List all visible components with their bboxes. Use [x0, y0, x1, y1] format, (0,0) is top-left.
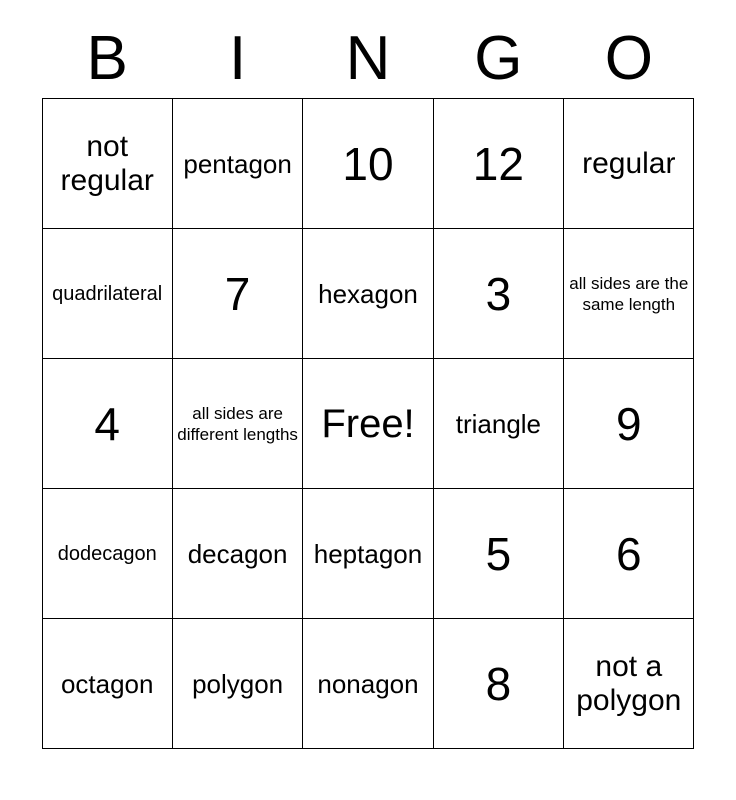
bingo-cell[interactable]: 10 [303, 99, 433, 229]
header-letter-n: N [345, 24, 391, 93]
bingo-grid [42, 98, 695, 749]
bingo-cell[interactable]: pentagon [172, 99, 302, 229]
bingo-row [42, 99, 694, 229]
bingo-cell[interactable]: 4 [42, 359, 172, 489]
bingo-cell[interactable]: all sides are the same length [564, 229, 694, 359]
bingo-header [42, 20, 694, 98]
bingo-cell[interactable]: not regular [42, 99, 172, 229]
bingo-cell[interactable]: triangle [433, 359, 563, 489]
bingo-cell[interactable]: decagon [172, 489, 302, 619]
bingo-cell[interactable]: 5 [433, 489, 563, 619]
bingo-cell-free[interactable]: Free! [303, 359, 433, 489]
header-letter-o: O [604, 24, 653, 93]
bingo-row [42, 359, 694, 489]
bingo-cell[interactable]: heptagon [303, 489, 433, 619]
bingo-cell[interactable]: 3 [433, 229, 563, 359]
bingo-cell[interactable]: hexagon [303, 229, 433, 359]
bingo-cell[interactable]: octagon [42, 619, 172, 749]
header-letter-b: B [86, 24, 128, 93]
bingo-cell[interactable]: polygon [172, 619, 302, 749]
bingo-cell[interactable]: regular [564, 99, 694, 229]
bingo-cell[interactable]: 8 [433, 619, 563, 749]
bingo-cell[interactable]: 7 [172, 229, 302, 359]
bingo-row [42, 229, 694, 359]
header-letter-g: G [474, 24, 523, 93]
header-letter-i: I [228, 24, 247, 93]
bingo-cell[interactable]: 12 [433, 99, 563, 229]
bingo-row [42, 489, 694, 619]
bingo-cell[interactable]: 9 [564, 359, 694, 489]
bingo-cell[interactable]: quadrilateral [42, 229, 172, 359]
bingo-cell[interactable]: dodecagon [42, 489, 172, 619]
bingo-cell[interactable]: nonagon [303, 619, 433, 749]
bingo-cell[interactable]: all sides are different lengths [172, 359, 302, 489]
bingo-row [42, 619, 694, 749]
bingo-cell[interactable]: not a polygon [564, 619, 694, 749]
bingo-cell[interactable]: 6 [564, 489, 694, 619]
